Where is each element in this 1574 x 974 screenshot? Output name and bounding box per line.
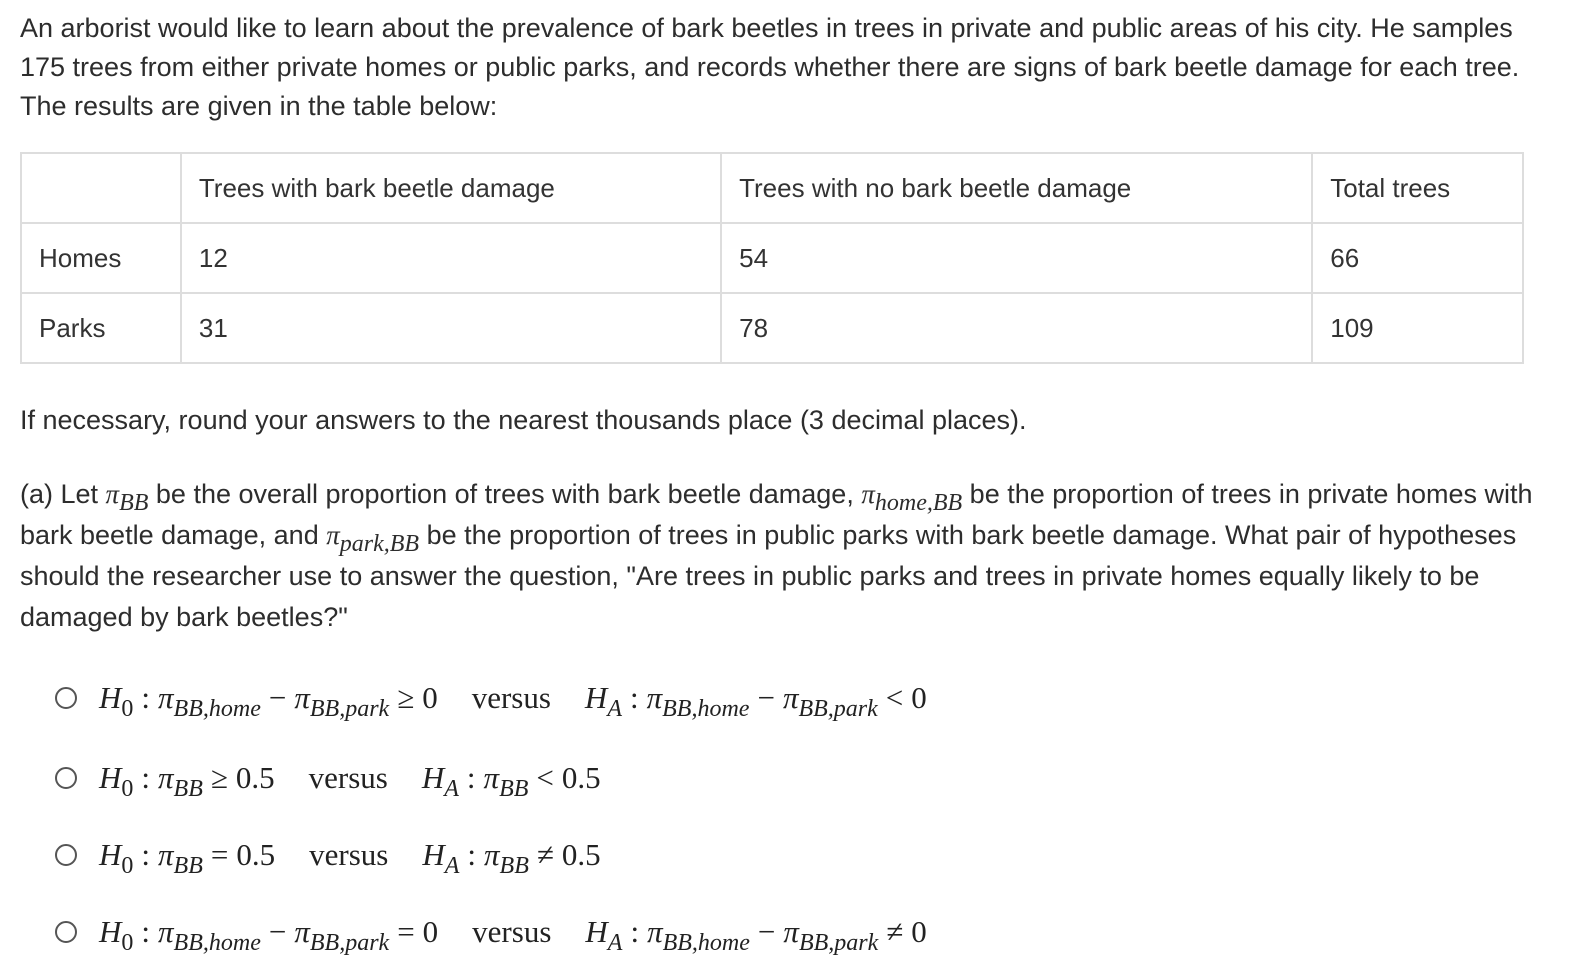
table-header-row <box>21 153 1523 223</box>
pi-park-bb-symbol: $\pi_{park,BB}$ <box>326 520 420 557</box>
table-cell: 78 <box>721 293 1312 363</box>
answer-option-1[interactable] <box>55 668 927 728</box>
table-cell: 66 <box>1312 223 1523 293</box>
answer-option-3[interactable] <box>55 825 601 885</box>
part-a-text: (a) Let <box>20 479 106 509</box>
rounding-note: If necessary, round your answers to the nearest thousands place (3 decimal places). <box>20 405 1027 435</box>
radio-button[interactable] <box>55 767 77 789</box>
pi-home-bb-symbol: $\pi_{home,BB}$ <box>861 479 963 516</box>
part-a-text: be the proportion of trees in private homes with bark beetle damage, and <box>20 479 1533 550</box>
hypothesis-formula: $H_0$ : $\pi_{BB,home} - \pi_{BB,park} = 0$ versus $H_A$ : $\pi_{BB,home} - \pi_{BB,park} \ne 0$ <box>99 914 927 956</box>
hypothesis-formula: $H_0$ : $\pi_{BB} \ge 0.5$ versus $H_A$ : $\pi_{BB} < 0.5$ <box>99 760 601 802</box>
table-row <box>21 223 1523 293</box>
table-cell: Parks <box>21 293 181 363</box>
radio-button[interactable] <box>55 921 77 943</box>
table-header-cell: Trees with bark beetle damage <box>181 153 721 223</box>
table-header-cell: Trees with no bark beetle damage <box>721 153 1312 223</box>
hypothesis-formula: $H_0$ : $\pi_{BB} = 0.5$ versus $H_A$ : $\pi_{BB} \ne 0.5$ <box>99 837 601 879</box>
table-cell: Homes <box>21 223 181 293</box>
answer-option-2[interactable] <box>55 748 601 808</box>
table-cell: 109 <box>1312 293 1523 363</box>
radio-button[interactable] <box>55 687 77 709</box>
table-cell: 31 <box>181 293 721 363</box>
table-header-cell <box>21 153 181 223</box>
radio-button[interactable] <box>55 844 77 866</box>
part-a-prompt <box>20 474 1554 638</box>
part-a-text: be the overall proportion of trees with bark beetle damage, <box>148 479 862 509</box>
pi-bb-symbol: $\pi_{BB}$ <box>105 479 149 516</box>
data-table <box>20 152 1524 364</box>
table-row <box>21 293 1523 363</box>
answer-option-4[interactable] <box>55 902 927 962</box>
table-header-cell: Total trees <box>1312 153 1523 223</box>
part-a-text: be the proportion of trees in public parks with bark beetle damage. What pair of hypotheses should the researcher use to answer the question, "Are trees in public parks and trees in private homes equally likely to be damaged by bark beetles?" <box>20 520 1517 632</box>
table-cell: 54 <box>721 223 1312 293</box>
hypothesis-formula: $H_0$ : $\pi_{BB,home} - \pi_{BB,park} \ge 0$ versus $H_A$ : $\pi_{BB,home} - \pi_{BB,park} < 0$ <box>99 680 927 722</box>
question-intro: An arborist would like to learn about the prevalence of bark beetles in trees in private and public areas of his city. He samples 175 trees from either private homes or public parks, and records whether there are signs of bark beetle damage for each tree. The results are given in the table below: <box>20 13 1520 121</box>
table-cell: 12 <box>181 223 721 293</box>
